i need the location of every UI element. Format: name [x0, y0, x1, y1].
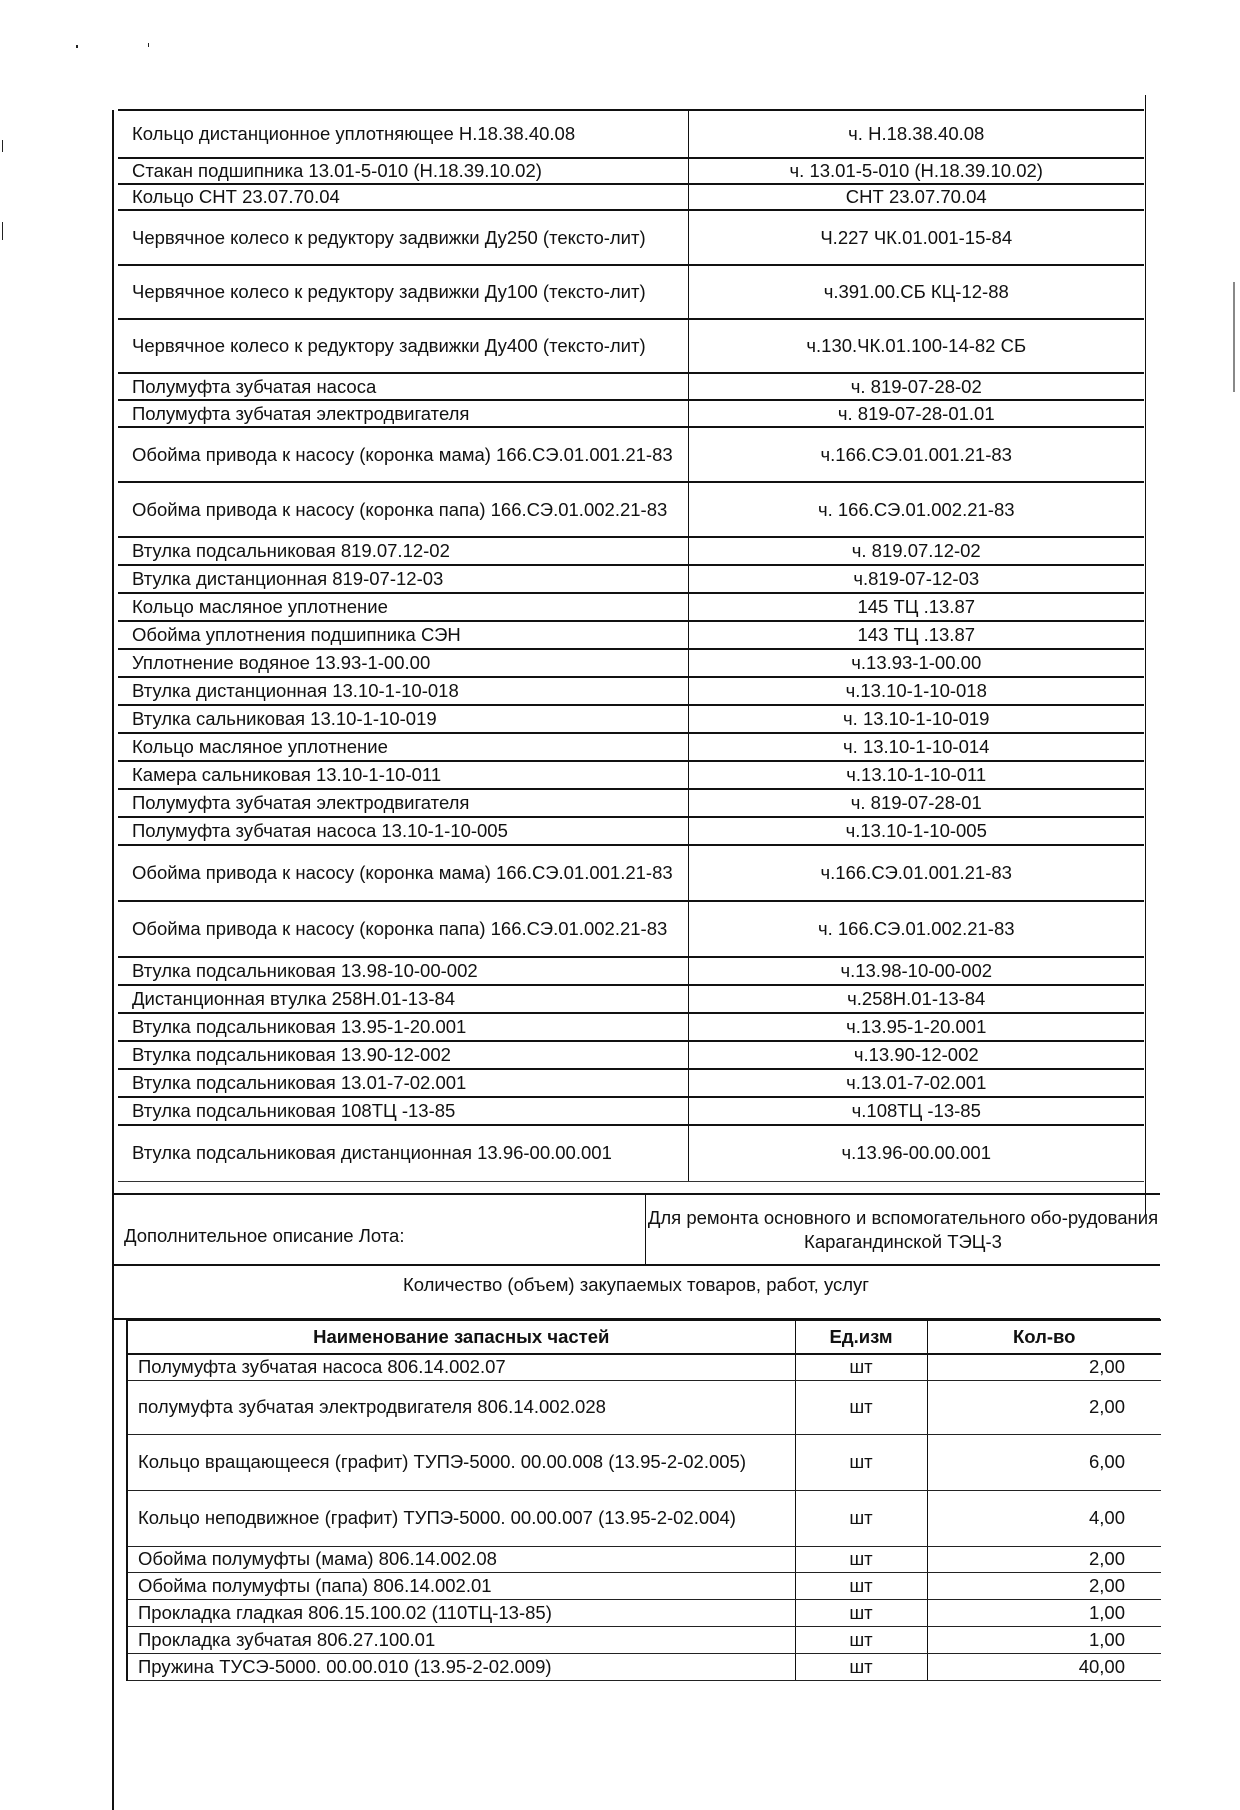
part-name-cell: Втулка подсальниковая 13.95-1-20.001 — [118, 1013, 688, 1041]
unit-cell: шт — [795, 1490, 927, 1546]
table-row — [118, 565, 1144, 593]
table-row — [118, 593, 1144, 621]
amount-cell: 40,00 — [927, 1653, 1161, 1680]
table-row — [118, 985, 1144, 1013]
part-name-cell: Обойма полумуфты (папа) 806.14.002.01 — [127, 1572, 795, 1599]
table-row — [118, 957, 1144, 985]
scan-speck — [2, 222, 3, 240]
amount-cell: 2,00 — [927, 1380, 1161, 1434]
drawing-number-cell: ч.108ТЦ -13-85 — [688, 1097, 1144, 1125]
scan-speck — [76, 45, 78, 48]
unit-cell: шт — [795, 1626, 927, 1653]
amount-cell: 2,00 — [927, 1354, 1161, 1380]
part-name-cell: полумуфта зубчатая электродвигателя 806.14.002.028 — [127, 1380, 795, 1434]
scan-speck — [1233, 282, 1235, 392]
part-name-cell: Кольцо масляное уплотнение — [118, 733, 688, 761]
part-name-cell: Втулка подсальниковая 108ТЦ -13-85 — [118, 1097, 688, 1125]
drawing-number-cell: ч.13.10-1-10-018 — [688, 677, 1144, 705]
unit-cell: шт — [795, 1653, 927, 1680]
table-row — [118, 1041, 1144, 1069]
scan-speck — [148, 43, 149, 47]
table-row — [118, 184, 1144, 210]
part-name-cell: Прокладка гладкая 806.15.100.02 (110ТЦ-13-85) — [127, 1599, 795, 1626]
part-name-cell: Кольцо дистанционное уплотняющее Н.18.38.40.08 — [118, 110, 688, 158]
table-row — [118, 373, 1144, 400]
lot-description-label: Дополнительное описание Лота: — [112, 1194, 646, 1265]
table-row — [118, 621, 1144, 649]
table-row — [118, 158, 1144, 184]
amount-cell: 1,00 — [927, 1626, 1161, 1653]
drawing-number-cell: Ч.227 ЧК.01.001-15-84 — [688, 210, 1144, 265]
quantity-section-caption: Количество (объем) закупаемых товаров, работ, услуг — [112, 1252, 1160, 1320]
part-name-cell: Втулка подсальниковая дистанционная 13.96-00.00.001 — [118, 1125, 688, 1181]
table-row — [127, 1572, 1161, 1599]
unit-cell: шт — [795, 1354, 927, 1380]
table-row — [118, 265, 1144, 319]
drawing-number-cell: ч.13.96-00.00.001 — [688, 1125, 1144, 1181]
part-name-cell: Полумуфта зубчатая электродвигателя — [118, 400, 688, 427]
part-name-cell: Червячное колесо к редуктору задвижки Ду100 (тексто-лит) — [118, 265, 688, 319]
table-row — [118, 537, 1144, 565]
table-row — [127, 1354, 1161, 1380]
amount-cell: 2,00 — [927, 1546, 1161, 1572]
part-name-cell: Камера сальниковая 13.10-1-10-011 — [118, 761, 688, 789]
column-header-unit: Ед.изм — [795, 1320, 927, 1354]
column-header-amount: Кол-во — [927, 1320, 1161, 1354]
drawing-number-cell: ч. 13.01-5-010 (Н.18.39.10.02) — [688, 158, 1144, 184]
scan-speck — [2, 140, 3, 152]
unit-cell: шт — [795, 1380, 927, 1434]
table-row — [118, 1125, 1144, 1181]
table-row — [118, 1097, 1144, 1125]
drawing-number-cell: ч.166.СЭ.01.001.21-83 — [688, 427, 1144, 482]
drawing-number-cell: ч.13.10-1-10-011 — [688, 761, 1144, 789]
part-name-cell: Прокладка зубчатая 806.27.100.01 — [127, 1626, 795, 1653]
part-name-cell: Кольцо вращающееся (графит) ТУПЭ-5000. 00.00.008 (13.95-2-02.005) — [127, 1434, 795, 1490]
amount-cell: 2,00 — [927, 1572, 1161, 1599]
part-name-cell: Обойма привода к насосу (коронка папа) 166.СЭ.01.002.21-83 — [118, 901, 688, 957]
table-row — [118, 649, 1144, 677]
drawing-number-cell: ч. 819-07-28-02 — [688, 373, 1144, 400]
table-row — [127, 1380, 1161, 1434]
table-row — [118, 427, 1144, 482]
drawing-number-cell: ч.13.93-1-00.00 — [688, 649, 1144, 677]
part-name-cell: Полумуфта зубчатая насоса — [118, 373, 688, 400]
part-name-cell: Червячное колесо к редуктору задвижки Ду250 (тексто-лит) — [118, 210, 688, 265]
drawing-number-cell: ч. 819.07.12-02 — [688, 537, 1144, 565]
part-name-cell: Обойма привода к насосу (коронка папа) 166.СЭ.01.002.21-83 — [118, 482, 688, 537]
drawing-number-cell: ч.391.00.СБ КЦ-12-88 — [688, 265, 1144, 319]
part-name-cell: Стакан подшипника 13.01-5-010 (Н.18.39.10.02) — [118, 158, 688, 184]
lot-description-value: Для ремонта основного и вспомогательного обо-рудования Карагандинской ТЭЦ-3 — [646, 1194, 1161, 1265]
part-name-cell: Втулка сальниковая 13.10-1-10-019 — [118, 705, 688, 733]
drawing-number-cell: ч.13.10-1-10-005 — [688, 817, 1144, 845]
part-name-cell: Обойма привода к насосу (коронка мама) 166.СЭ.01.001.21-83 — [118, 845, 688, 901]
table-frame-right-border — [1145, 95, 1147, 1215]
drawing-number-cell: ч.166.СЭ.01.001.21-83 — [688, 845, 1144, 901]
part-name-cell: Полумуфта зубчатая насоса 13.10-1-10-005 — [118, 817, 688, 845]
drawing-number-cell: ч. 819-07-28-01 — [688, 789, 1144, 817]
part-name-cell: Втулка подсальниковая 819.07.12-02 — [118, 537, 688, 565]
table-row — [118, 110, 1144, 158]
part-name-cell: Обойма полумуфты (мама) 806.14.002.08 — [127, 1546, 795, 1572]
spare-parts-quantity-table — [126, 1319, 1161, 1681]
unit-cell: шт — [795, 1572, 927, 1599]
unit-cell: шт — [795, 1546, 927, 1572]
part-name-cell: Полумуфта зубчатая электродвигателя — [118, 789, 688, 817]
part-name-cell: Втулка подсальниковая 13.01-7-02.001 — [118, 1069, 688, 1097]
part-name-cell: Втулка подсальниковая 13.98-10-00-002 — [118, 957, 688, 985]
table-row — [118, 1013, 1144, 1041]
part-name-cell: Полумуфта зубчатая насоса 806.14.002.07 — [127, 1354, 795, 1380]
drawing-number-cell: ч. 13.10-1-10-019 — [688, 705, 1144, 733]
table-row — [118, 761, 1144, 789]
quantity-table-header — [127, 1320, 1161, 1354]
part-name-cell: Дистанционная втулка 258Н.01-13-84 — [118, 985, 688, 1013]
drawing-number-cell: ч. 13.10-1-10-014 — [688, 733, 1144, 761]
part-name-cell: Кольцо СНТ 23.07.70.04 — [118, 184, 688, 210]
table-row — [127, 1653, 1161, 1680]
table-row — [118, 482, 1144, 537]
table-row — [127, 1434, 1161, 1490]
amount-cell: 6,00 — [927, 1434, 1161, 1490]
drawing-number-cell: СНТ 23.07.70.04 — [688, 184, 1144, 210]
table-row — [127, 1490, 1161, 1546]
part-name-cell: Втулка дистанционная 819-07-12-03 — [118, 565, 688, 593]
part-name-cell: Червячное колесо к редуктору задвижки Ду400 (тексто-лит) — [118, 319, 688, 373]
drawing-number-cell: ч.130.ЧК.01.100-14-82 СБ — [688, 319, 1144, 373]
spare-parts-drawings-table — [118, 109, 1144, 1182]
table-row — [118, 677, 1144, 705]
table-row — [118, 789, 1144, 817]
part-name-cell: Втулка подсальниковая 13.90-12-002 — [118, 1041, 688, 1069]
drawing-number-cell: ч. Н.18.38.40.08 — [688, 110, 1144, 158]
drawing-number-cell: ч.13.90-12-002 — [688, 1041, 1144, 1069]
drawing-number-cell: ч.258Н.01-13-84 — [688, 985, 1144, 1013]
table-row — [118, 210, 1144, 265]
drawing-number-cell: ч.13.98-10-00-002 — [688, 957, 1144, 985]
part-name-cell: Кольцо масляное уплотнение — [118, 593, 688, 621]
table-row — [118, 845, 1144, 901]
drawing-number-cell: ч. 819-07-28-01.01 — [688, 400, 1144, 427]
table-row — [127, 1626, 1161, 1653]
table-row — [118, 1069, 1144, 1097]
drawing-number-cell: ч. 166.СЭ.01.002.21-83 — [688, 901, 1144, 957]
column-header-name: Наименование запасных частей — [127, 1320, 795, 1354]
table-row — [127, 1599, 1161, 1626]
unit-cell: шт — [795, 1599, 927, 1626]
part-name-cell: Кольцо неподвижное (графит) ТУПЭ-5000. 00.00.007 (13.95-2-02.004) — [127, 1490, 795, 1546]
part-name-cell: Обойма привода к насосу (коронка мама) 166.СЭ.01.001.21-83 — [118, 427, 688, 482]
unit-cell: шт — [795, 1434, 927, 1490]
part-name-cell: Уплотнение водяное 13.93-1-00.00 — [118, 649, 688, 677]
part-name-cell: Втулка дистанционная 13.10-1-10-018 — [118, 677, 688, 705]
amount-cell: 4,00 — [927, 1490, 1161, 1546]
drawing-number-cell: ч.13.95-1-20.001 — [688, 1013, 1144, 1041]
table-row — [118, 817, 1144, 845]
drawing-number-cell: ч.819-07-12-03 — [688, 565, 1144, 593]
part-name-cell: Пружина ТУСЭ-5000. 00.00.010 (13.95-2-02.009) — [127, 1653, 795, 1680]
amount-cell: 1,00 — [927, 1599, 1161, 1626]
drawing-number-cell: ч. 166.СЭ.01.002.21-83 — [688, 482, 1144, 537]
part-name-cell: Обойма уплотнения подшипника СЭН — [118, 621, 688, 649]
drawing-number-cell: 143 ТЦ .13.87 — [688, 621, 1144, 649]
table-row — [118, 901, 1144, 957]
table-row — [118, 733, 1144, 761]
table-row — [118, 705, 1144, 733]
table-row — [118, 400, 1144, 427]
drawing-number-cell: 145 ТЦ .13.87 — [688, 593, 1144, 621]
drawing-number-cell: ч.13.01-7-02.001 — [688, 1069, 1144, 1097]
table-row — [118, 319, 1144, 373]
table-row — [127, 1546, 1161, 1572]
